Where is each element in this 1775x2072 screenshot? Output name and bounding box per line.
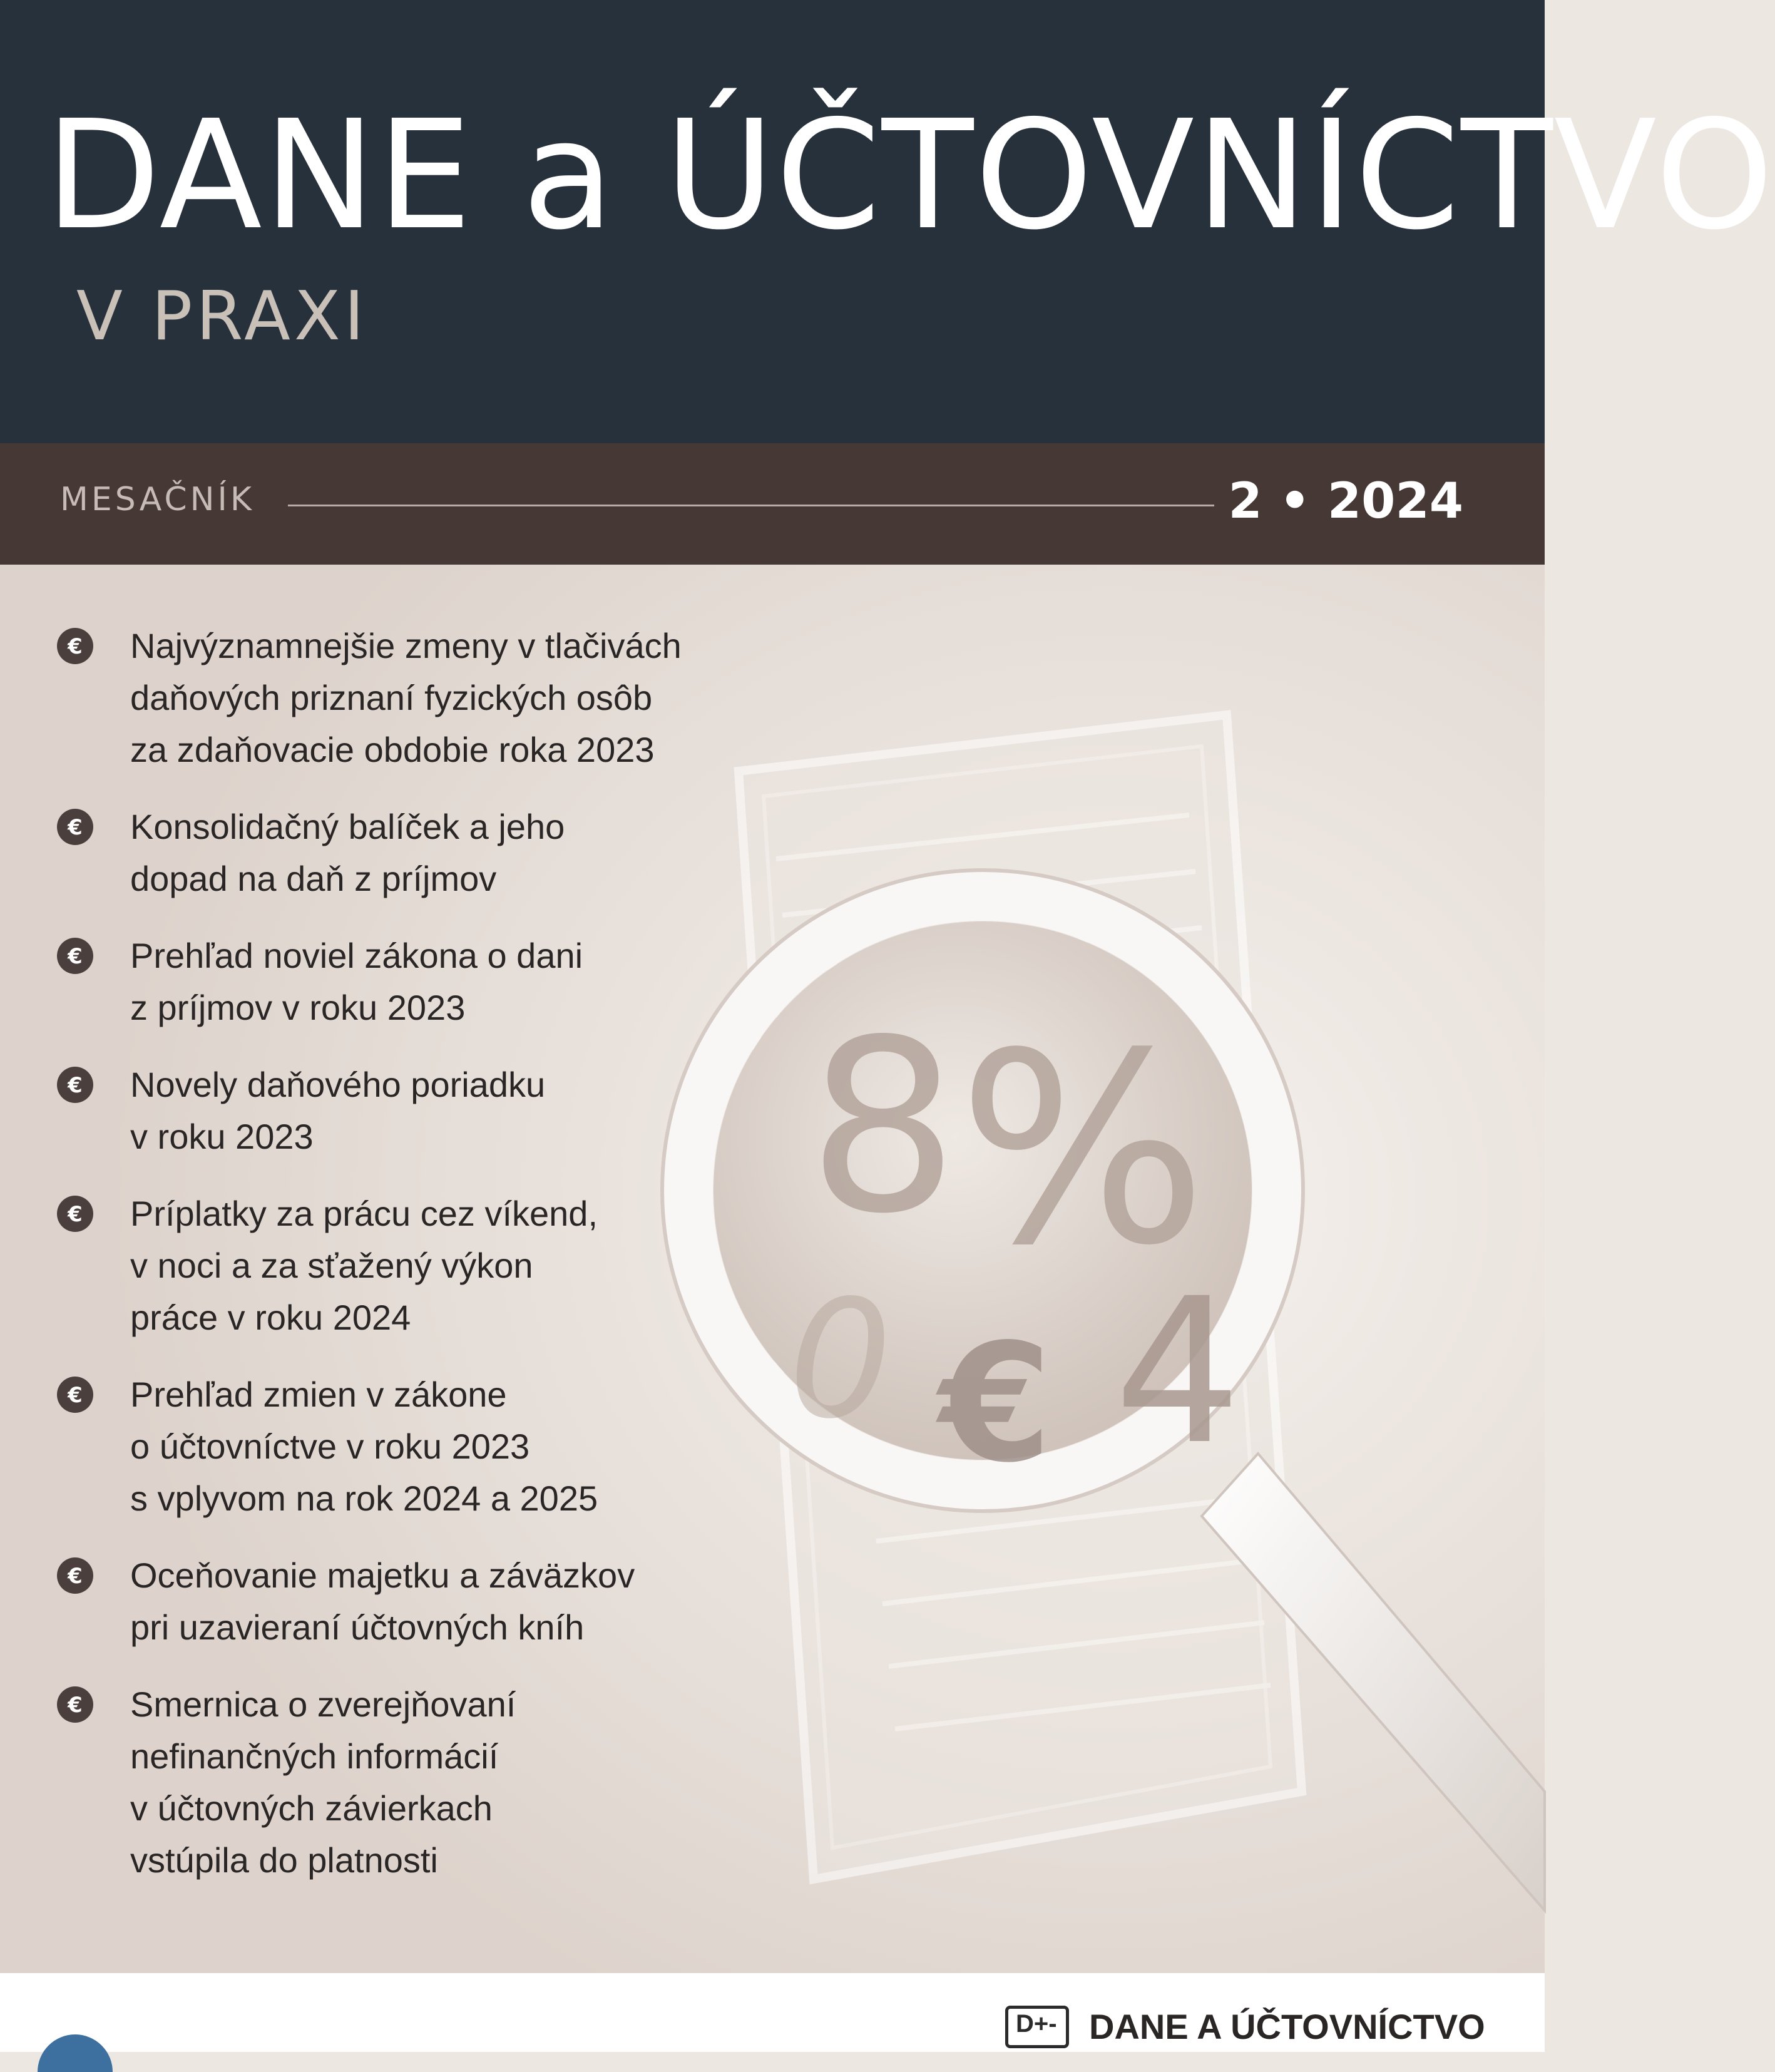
topic-line: Oceňovanie majetku a záväzkov [130,1556,635,1595]
topic-line: dopad na daň z príjmov [130,859,497,898]
topic-line: s vplyvom na rok 2024 a 2025 [130,1479,598,1518]
glyph-zero: 0 [789,1266,893,1455]
topic-line: daňových priznaní fyzických osôb [130,678,653,717]
topic-line: Prehľad noviel zákona o dani [130,936,583,975]
publisher-logo-icon [1005,2006,1069,2048]
topic-line: Príplatky za prácu cez víkend, [130,1194,598,1233]
topic-line: z príjmov v roku 2023 [130,988,466,1027]
glyph-eight: 8 [807,988,959,1266]
topic-line: Prehľad zmien v zákone [130,1375,507,1414]
topic-item [56,620,745,776]
svg-text:€: € [68,1202,83,1227]
euro-bullet-icon [56,627,94,665]
glyph-four: 4 [1114,1256,1242,1489]
glyph-euro: € [939,1310,1052,1499]
topic-item [56,1549,745,1653]
glyph-percent: % [958,997,1208,1303]
svg-text:€: € [68,1693,83,1718]
topic-item [56,930,745,1033]
topic-item [56,1678,745,1886]
euro-bullet-icon [56,1557,94,1594]
topic-line: Konsolidačný balíček a jeho [130,807,565,846]
topic-item [56,1187,745,1343]
footer-brand-name: DANE A ÚČTOVNÍCTVO [1089,2007,1485,2046]
logo-mark-text: D+- [1016,2010,1057,2038]
svg-text:€: € [68,815,83,840]
topic-item [56,801,745,905]
euro-bullet-icon [56,808,94,846]
issue-number: 2 • 2024 [1228,473,1463,530]
topic-line: v noci a za sťažený výkon [130,1246,533,1285]
topic-line: práce v roku 2024 [130,1298,411,1337]
topic-line: Smernica o zverejňovaní [130,1685,516,1724]
topic-item [56,1368,745,1524]
topic-line: vstúpila do platnosti [130,1840,438,1880]
topic-line: za zdaňovacie obdobie roka 2023 [130,730,655,769]
magazine-title: DANE a ÚČTOVNÍCTVO [45,88,1775,263]
topic-line: nefinančných informácií [130,1736,499,1776]
svg-text:€: € [68,634,83,659]
topic-line: o účtovníctve v roku 2023 [130,1427,530,1466]
periodicity-label: MESAČNÍK [60,481,255,518]
euro-bullet-icon [56,1066,94,1104]
svg-text:€: € [68,1383,83,1408]
svg-text:€: € [68,1073,83,1098]
topic-line: pri uzavieraní účtovných kníh [130,1608,585,1647]
svg-text:€: € [68,1564,83,1589]
topic-item [56,1059,745,1162]
magazine-subtitle: V PRAXI [76,277,368,356]
topic-line: v účtovných závierkach [130,1788,493,1828]
topic-line: Najvýznamnejšie zmeny v tlačivách [130,626,682,665]
euro-bullet-icon [56,1376,94,1413]
topic-line: v roku 2023 [130,1117,314,1156]
issue-divider [288,505,1214,506]
topic-line: Novely daňového poriadku [130,1065,546,1104]
euro-bullet-icon [56,1686,94,1723]
topic-list [56,620,745,1911]
euro-bullet-icon [56,1195,94,1233]
euro-bullet-icon [56,937,94,975]
svg-text:€: € [68,944,83,969]
